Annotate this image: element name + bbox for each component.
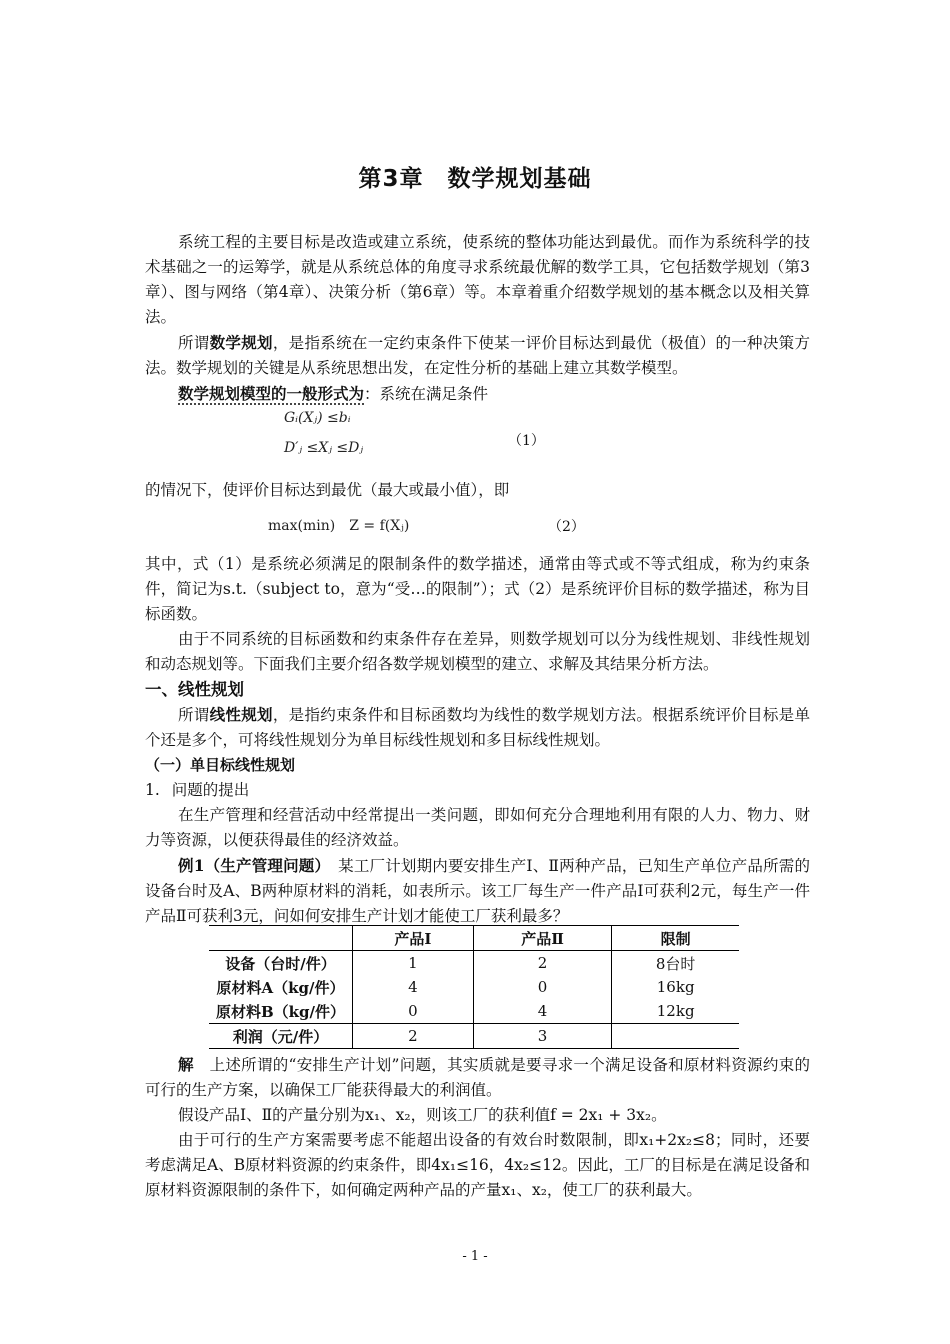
table-cell: 12kg	[612, 999, 739, 1024]
table-header-cell: 限制	[612, 926, 739, 951]
table-header-cell: 产品Ⅱ	[473, 926, 612, 951]
formula-1-line-2: D′ⱼ ≤Xⱼ ≤Dⱼ	[284, 440, 364, 456]
section-heading-linear-programming: 一、线性规划	[145, 680, 244, 699]
explain-paragraph-1: 其中，式（1）是系统必须满足的限制条件的数学描述，通常由等式或不等式组成，称为约束条件，简记为s.t.（subject to，意为“受…的限制”）；式（2）是系统评价目标的数学描述，称为目标函数。	[145, 555, 810, 623]
subsection-heading: （一）单目标线性规划	[145, 756, 296, 774]
table-cell: 4	[353, 975, 474, 999]
table-cell: 2	[353, 1024, 474, 1049]
term-general-form: 数学规划模型的一般形式为	[178, 384, 365, 403]
table-row	[209, 999, 739, 1024]
table-cell: 3	[473, 1024, 612, 1049]
example-1-label: 例1（生产管理问题）	[178, 856, 323, 875]
table-row-label: 利润（元/件）	[209, 1024, 353, 1049]
table-cell: 0	[473, 975, 612, 999]
solution-paragraph-1: 解 上述所谓的“安排生产计划”问题，其实质就是要寻求一个满足设备和原材料资源约束的可行的生产方案，以确保工厂能获得最大的利润值。	[145, 1055, 810, 1099]
solution-section	[145, 1052, 810, 1203]
table-row-label: 原材料A（kg/件）	[216, 978, 345, 997]
problem-intro-paragraph: 在生产管理和经营活动中经常提出一类问题，即如何充分合理地利用有限的人力、物力、财力等资源，以便获得最佳的经济效益。	[145, 806, 810, 849]
main-section	[145, 552, 810, 929]
solution-label: 解	[178, 1055, 194, 1074]
intro-section	[145, 230, 810, 407]
table-cell: 1	[353, 951, 474, 976]
table-cell: 0	[353, 999, 474, 1024]
after-formula-1-text: 的情况下，使评价目标达到最优（最大或最小值），即	[145, 481, 510, 499]
table-row-label: 设备（台时/件）	[225, 954, 336, 973]
table-row	[209, 975, 739, 999]
linear-programming-definition: 所谓线性规划，是指约束条件和目标函数均为线性的数学规划方法。根据系统评价目标是单个还是多个，可将线性规划分为单目标线性规划和多目标线性规划。	[145, 705, 810, 749]
numbered-item-heading: 1. 问题的提出	[145, 781, 250, 799]
example-1-paragraph: 例1（生产管理问题） 某工厂计划期内要安排生产Ⅰ、Ⅱ两种产品，已知生产单位产品所需的设备台时及A、B两种原材料的消耗，如表所示。该工厂每生产一件产品Ⅰ可获利2元，每生产一件产品Ⅱ可获利3元，问如何安排生产计划才能使工厂获利最多？	[145, 856, 810, 925]
table-header-cell	[209, 926, 353, 951]
formula-2: max(min) Z = f(Xⱼ)	[268, 518, 410, 534]
intro-paragraph-2: 所谓数学规划，是指系统在一定约束条件下使某一评价目标达到最优（极值）的一种决策方法。数学规划的关键是从系统思想出发，在定性分析的基础上建立其数学模型。	[145, 333, 810, 377]
table-row	[209, 1024, 739, 1049]
table-cell: 2	[473, 951, 612, 976]
table-header-cell: 产品Ⅰ	[353, 926, 474, 951]
page-number: - 1 -	[462, 1249, 488, 1264]
intro-paragraph-1: 系统工程的主要目标是改造或建立系统，使系统的整体功能达到最优。而作为系统科学的技术基础之一的运筹学，就是从系统总体的角度寻求系统最优解的数学工具，它包括数学规划（第3章）、图与网络（第4章）、决策分析（第6章）等。本章着重介绍数学规划的基本概念以及相关算法。	[145, 233, 810, 326]
formula-1-number: （1）	[508, 433, 545, 449]
table-row-label: 原材料B（kg/件）	[215, 1002, 346, 1021]
resource-table	[209, 925, 739, 1049]
intro-paragraph-3: 数学规划模型的一般形式为：系统在满足条件	[178, 384, 489, 403]
formula-2-number: （2）	[548, 519, 585, 535]
after-formula-1	[145, 478, 810, 503]
table-cell: 8台时	[612, 951, 739, 976]
table-cell: 16kg	[612, 975, 739, 999]
table-row	[209, 951, 739, 976]
term-math-programming: 数学规划	[209, 333, 273, 352]
formula-1-line-1: Gᵢ(Xⱼ) ≤bᵢ	[284, 410, 351, 426]
table-cell	[612, 1024, 739, 1049]
table-header-row	[209, 926, 739, 951]
table-cell: 4	[473, 999, 612, 1024]
solution-paragraph-2: 假设产品Ⅰ、Ⅱ的产量分别为x₁、x₂，则该工厂的获利值f = 2x₁ + 3x₂。	[178, 1106, 667, 1124]
solution-paragraph-3: 由于可行的生产方案需要考虑不能超出设备的有效台时数限制，即x₁+2x₂≤8；同时，还要考虑满足A、B原材料资源的约束条件，即4x₁≤16，4x₂≤12。因此，工厂的目标是在满足设备和原材料资源限制的条件下，如何确定两种产品的产量x₁、x₂，使工厂的获利最大。	[145, 1131, 810, 1199]
chapter-title: 第3章 数学规划基础	[358, 166, 592, 192]
explain-paragraph-2: 由于不同系统的目标函数和约束条件存在差异，则数学规划可以分为线性规划、非线性规划和动态规划等。下面我们主要介绍各数学规划模型的建立、求解及其结果分析方法。	[145, 630, 810, 673]
term-linear-programming: 线性规划	[209, 705, 273, 724]
